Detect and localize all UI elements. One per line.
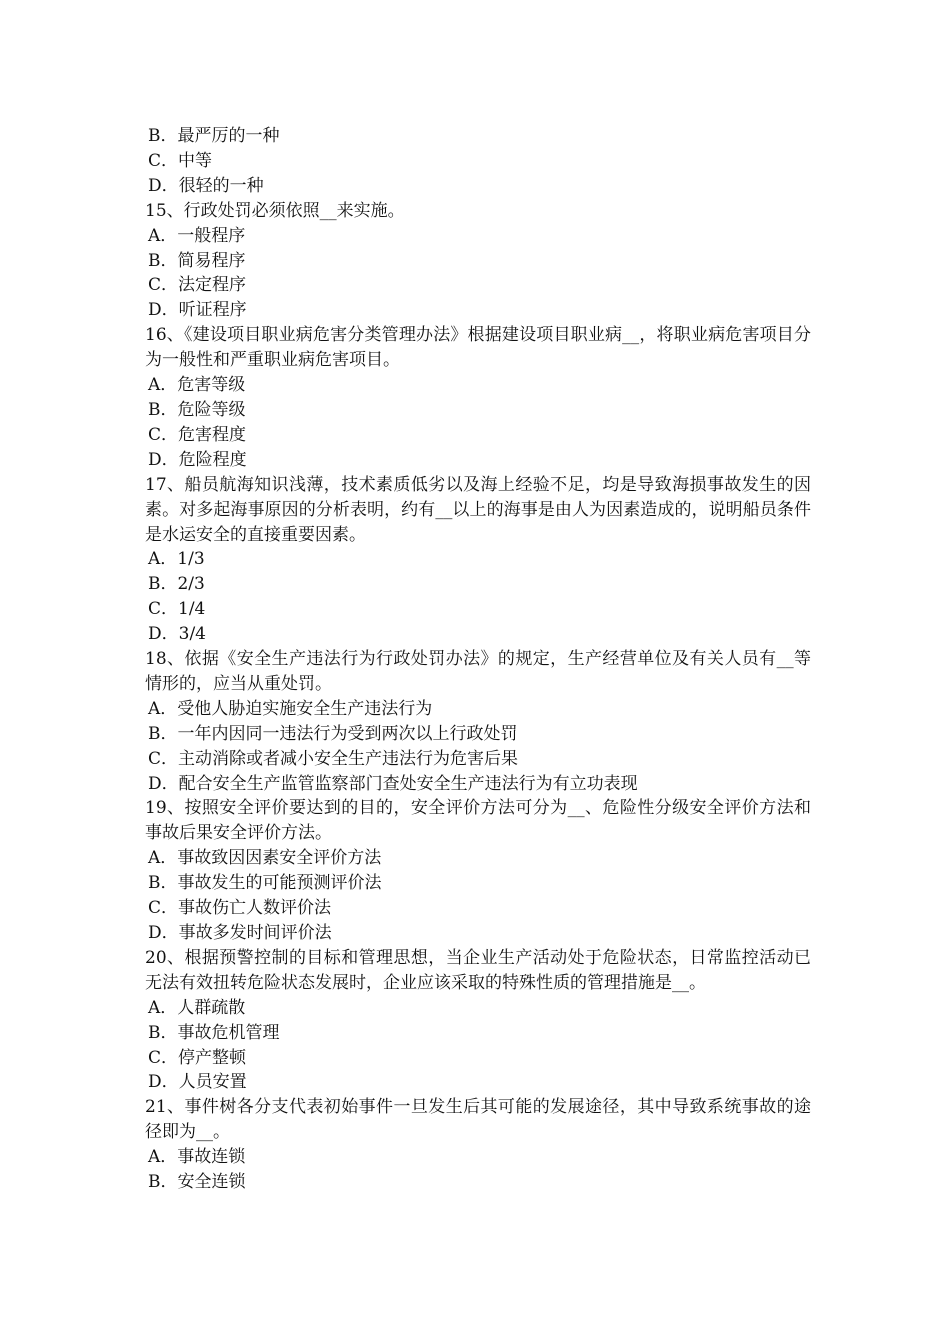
question-stem: 20、根据预警控制的目标和管理思想，当企业生产活动处于危险状态，日常监控活动已无法有效扭转危险状态发展时，企业应该采取的特殊性质的管理措施是__。 — [145, 947, 811, 993]
option: D．听证程序 — [148, 300, 247, 321]
option: B．危险等级 — [148, 399, 246, 420]
document-body — [145, 124, 811, 1195]
option: D．配合安全生产监管监察部门查处安全生产违法行为有立功表现 — [148, 773, 638, 794]
question-19 — [145, 796, 811, 945]
option: D．人员安置 — [148, 1072, 247, 1093]
option: C．主动消除或者减小安全生产违法行为危害后果 — [148, 748, 519, 769]
option: A．人群疏散 — [148, 997, 246, 1018]
option: C．事故伤亡人数评价法 — [148, 898, 332, 919]
question-stem: 19、按照安全评价要达到的目的，安全评价方法可分为__、危险性分级安全评价方法和事故后果安全评价方法。 — [145, 798, 811, 844]
option: A．事故致因因素安全评价方法 — [148, 848, 382, 869]
option: D．很轻的一种 — [148, 175, 264, 196]
question-21 — [145, 1095, 811, 1195]
option: C．危害程度 — [148, 424, 247, 445]
option: B．最严厉的一种 — [148, 126, 280, 146]
option: B．2/3 — [148, 574, 205, 595]
question-17 — [145, 473, 811, 647]
option: A．一般程序 — [148, 225, 246, 246]
option: C．1/4 — [148, 599, 206, 620]
option: D．3/4 — [148, 624, 206, 645]
question-18 — [145, 647, 811, 796]
question-stem: 17、船员航海知识浅薄，技术素质低劣以及海上经验不足，均是导致海损事故发生的因素。对多起海事原因的分析表明，约有__以上的海事是由人为因素造成的，说明船员条件是水运安全的直接重要因素。 — [145, 474, 811, 545]
question-stem: 16、《建设项目职业病危害分类管理办法》根据建设项目职业病__，将职业病危害项目分为一般性和严重职业病危害项目。 — [145, 325, 811, 371]
question-stem: 15、行政处罚必须依照__来实施。 — [145, 200, 405, 221]
option: A．1/3 — [148, 549, 205, 570]
question-15 — [145, 199, 811, 324]
option: A．危害等级 — [148, 375, 246, 396]
option: B．简易程序 — [148, 250, 246, 271]
option: B．一年内因同一违法行为受到两次以上行政处罚 — [148, 723, 518, 744]
option: D．危险程度 — [148, 449, 247, 470]
option: C．法定程序 — [148, 275, 247, 296]
question-16 — [145, 323, 811, 472]
option: B．事故发生的可能预测评价法 — [148, 873, 382, 894]
option: B．事故危机管理 — [148, 1022, 280, 1043]
question-stem: 21、事件树各分支代表初始事件一旦发生后其可能的发展途径，其中导致系统事故的途径即为__。 — [145, 1097, 811, 1143]
option: B．安全连锁 — [148, 1172, 246, 1193]
question-stem: 18、依据《安全生产违法行为行政处罚办法》的规定，生产经营单位及有关人员有__等情形的，应当从重处罚。 — [145, 649, 811, 694]
option: A．事故连锁 — [148, 1147, 246, 1168]
option: C．停产整顿 — [148, 1047, 247, 1068]
question-20 — [145, 946, 811, 1095]
option: C．中等 — [148, 150, 213, 171]
option: D．事故多发时间评价法 — [148, 923, 332, 943]
option: A．受他人胁迫实施安全生产违法行为 — [148, 698, 433, 719]
